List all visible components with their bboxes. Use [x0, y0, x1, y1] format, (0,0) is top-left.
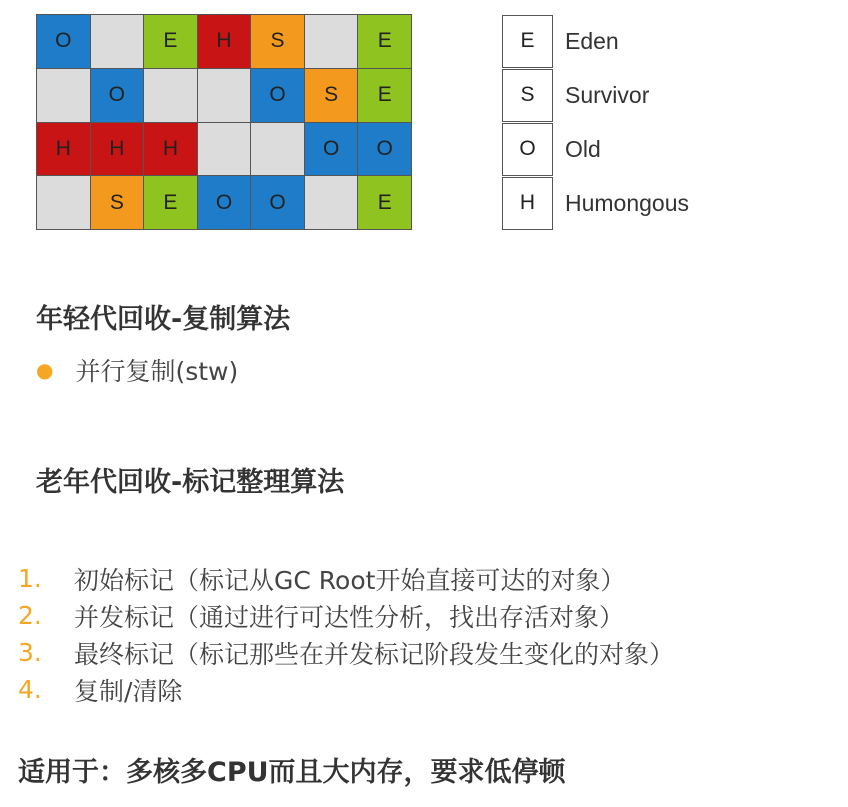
step-text: 复制/清除: [74, 676, 183, 706]
step-item: [18, 597, 674, 634]
step-text: 最终标记（标记那些在并发标记阶段发生变化的对象）: [74, 639, 675, 669]
region-cell: O: [305, 123, 358, 176]
step-item: [18, 671, 674, 708]
region-cell: [305, 15, 358, 68]
legend-item-humongous: [502, 176, 689, 230]
region-cell: [37, 69, 90, 122]
region-cell: E: [358, 69, 411, 122]
region-cell: O: [358, 123, 411, 176]
heap-region-grid: [36, 14, 412, 230]
region-cell: [37, 176, 90, 229]
region-cell: H: [91, 123, 144, 176]
region-cell: E: [358, 176, 411, 229]
region-cell: E: [144, 15, 197, 68]
region-cell: H: [144, 123, 197, 176]
step-number: 3.: [18, 638, 42, 667]
step-item: [18, 560, 674, 597]
region-cell: E: [358, 15, 411, 68]
legend-label: Eden: [565, 27, 619, 54]
applicability-note: 适用于：多核多CPU而且大内存，要求低停顿: [18, 757, 566, 788]
region-cell: H: [198, 15, 251, 68]
region-cell: [198, 123, 251, 176]
legend-item-old: [502, 122, 689, 176]
region-cell: O: [198, 176, 251, 229]
step-number: 1.: [18, 564, 42, 593]
legend-swatch: O: [502, 123, 553, 176]
legend-swatch: H: [502, 177, 553, 230]
region-cell: [305, 176, 358, 229]
step-text: 并发标记（通过进行可达性分析，找出存活对象）: [74, 602, 625, 632]
legend: [502, 14, 689, 230]
step-number: 4.: [18, 675, 42, 704]
legend-label: Survivor: [565, 81, 650, 108]
region-cell: [91, 15, 144, 68]
region-cell: O: [251, 69, 304, 122]
legend-swatch: E: [502, 15, 553, 68]
legend-swatch: S: [502, 69, 553, 122]
legend-label: Humongous: [565, 189, 690, 216]
bullet-text: 并行复制(stw): [75, 357, 239, 386]
region-cell: S: [251, 15, 304, 68]
region-cell: [144, 69, 197, 122]
step-text: 初始标记（标记从GC Root开始直接可达的对象）: [74, 565, 626, 595]
region-cell: [198, 69, 251, 122]
step-item: [18, 634, 674, 671]
region-cell: O: [91, 69, 144, 122]
legend-label: Old: [565, 135, 601, 162]
region-cell: S: [305, 69, 358, 122]
region-cell: O: [37, 15, 90, 68]
region-cell: E: [144, 176, 197, 229]
old-gen-heading: 老年代回收-标记整理算法: [36, 467, 345, 498]
region-cell: [251, 123, 304, 176]
legend-item-eden: [502, 14, 689, 68]
region-cell: O: [251, 176, 304, 229]
young-gen-heading: 年轻代回收-复制算法: [36, 304, 291, 335]
step-number: 2.: [18, 601, 42, 630]
legend-item-survivor: [502, 68, 689, 122]
bullet-dot-icon: ●: [36, 358, 54, 382]
region-cell: S: [91, 176, 144, 229]
region-cell: H: [37, 123, 90, 176]
young-gen-bullet: [36, 352, 238, 388]
old-gen-steps: [18, 560, 674, 708]
